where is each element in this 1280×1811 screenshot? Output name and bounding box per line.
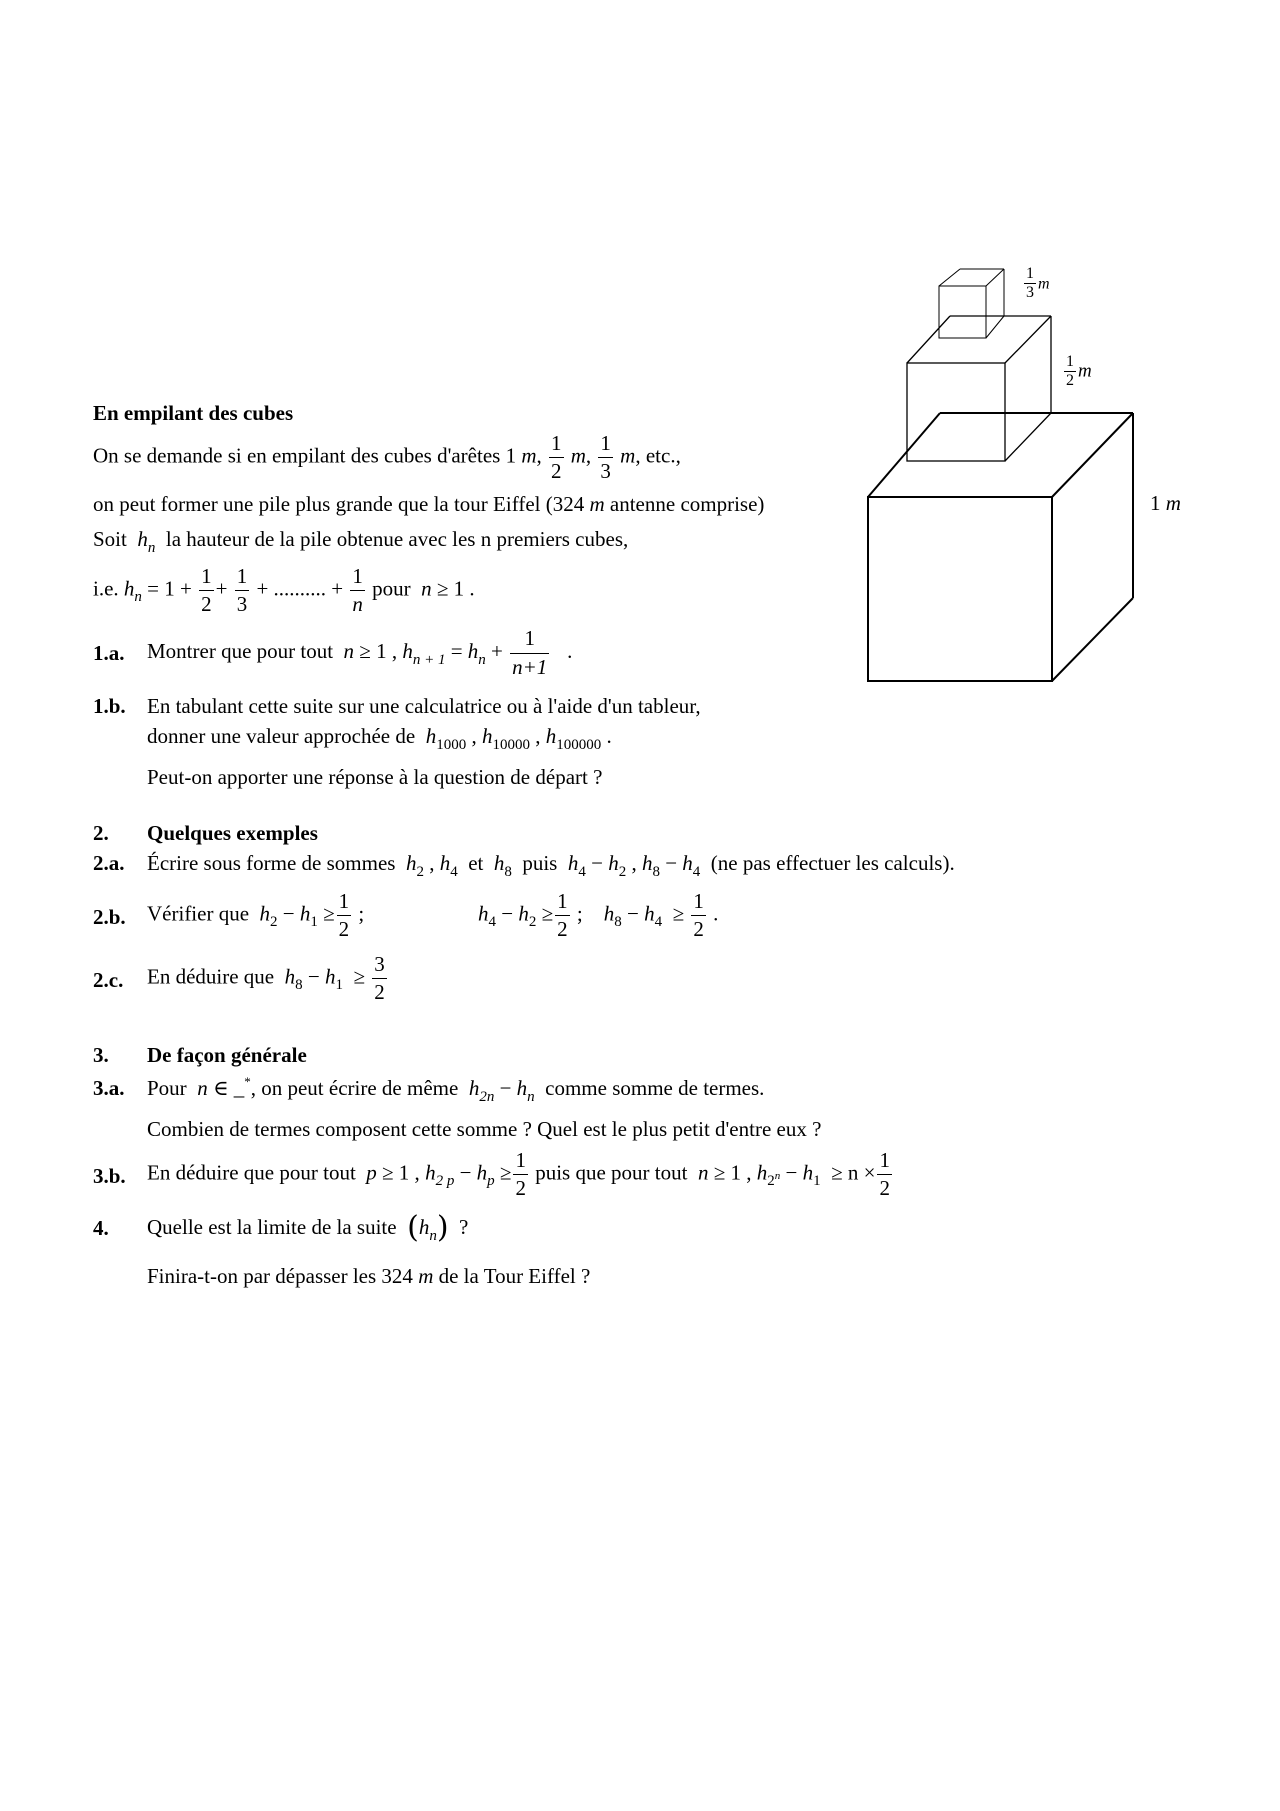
label-one-m: 1 m (1150, 491, 1181, 515)
q1b-line-1: En tabulant cette suite sur une calculatrice ou à l'aide d'un tableur, (147, 694, 701, 718)
q1b-line-3: Peut-on apporter une réponse à la question de départ ? (147, 765, 603, 789)
q3a-line-2: Combien de termes composent cette somme ? Quel est le plus petit d'entre eux ? (147, 1117, 822, 1141)
q1a-label: 1.a. (93, 641, 125, 665)
q2a-label: 2.a. (93, 851, 125, 875)
label-third-m: $\frac{1}{3}$ m (1026, 265, 1050, 301)
q2b-text-2: $h_4 - h_2$ ≥ $\frac{1}{2}$ ; $h_8 - h_4$ ≥ $\frac{1}{2}$ . (478, 889, 719, 941)
cube-1m (868, 413, 1133, 681)
q2a-text: Écrire sous forme de sommes $h_2$ , $h_4$ et $h_8$ puis $h_4 - h_2$ , $h_8 - h_4$ (ne pas effectuer les calculs). (147, 851, 955, 880)
q3a-text: Pour n ∈ _*, on peut écrire de même $h_{2n} - h_n$ comme somme de termes. (147, 1074, 765, 1105)
q3-label: 3. (93, 1043, 109, 1067)
q1b-label: 1.b. (93, 694, 126, 718)
cube-third-m (939, 269, 1004, 338)
q4-label: 4. (93, 1216, 109, 1240)
q1a-text: Montrer que pour tout n ≥ 1 , $h_{n + 1} = h_n$ + $\frac{1}{n+1}$ . (147, 626, 573, 679)
q3b-label: 3.b. (93, 1164, 126, 1188)
q3a-label: 3.a. (93, 1076, 125, 1100)
intro-line-3: Soit $h_n$ la hauteur de la pile obtenue avec les n premiers cubes, (93, 527, 629, 556)
intro-line-1: On se demande si en empilant des cubes d'arêtes 1 m, $\frac{1}{2}$ m, $\frac{1}{3}$ m, etc., (93, 431, 681, 483)
q1b-line-2: donner une valeur approchée de $h_{1000}$ , $h_{10000}$ , $h_{100000}$ . (147, 724, 612, 753)
intro-line-4: i.e. $h_n = 1$ + $\frac{1}{2}$ + $\frac{1}{3}$ + .......... + $\frac{1}{n}$ pour n ≥ 1 . (93, 564, 475, 616)
q2b-label: 2.b. (93, 905, 126, 929)
q2c-text: En déduire que $h_8 - h_1$ ≥ $\frac{3}{2}$ (147, 952, 385, 1004)
intro-line-2: on peut former une pile plus grande que la tour Eiffel (324 m antenne comprise) (93, 492, 765, 516)
q3-title: De façon générale (147, 1043, 307, 1067)
q3b-text: En déduire que pour tout p ≥ 1 , $h_{2 p} - h_p$ ≥ $\frac{1}{2}$ puis que pour tout n ≥ 1 , $h_{2^n} - h_1 \ge n$ × $\frac{1}{2}$ (147, 1148, 890, 1200)
q4-line-2: Finira-t-on par dépasser les 324 m de la Tour Eiffel ? (147, 1264, 591, 1288)
q2-title: Quelques exemples (147, 821, 318, 845)
q4-text: Quelle est la limite de la suite $(h_n)$ ? (147, 1210, 469, 1245)
label-half-m: $\frac{1}{2}$ m (1066, 353, 1092, 389)
q2b-text: Vérifier que $h_2 - h_1$ ≥ $\frac{1}{2}$ ; (147, 889, 365, 941)
q2-label: 2. (93, 821, 109, 845)
q2c-label: 2.c. (93, 968, 124, 992)
page-title: En empilant des cubes (93, 401, 294, 425)
